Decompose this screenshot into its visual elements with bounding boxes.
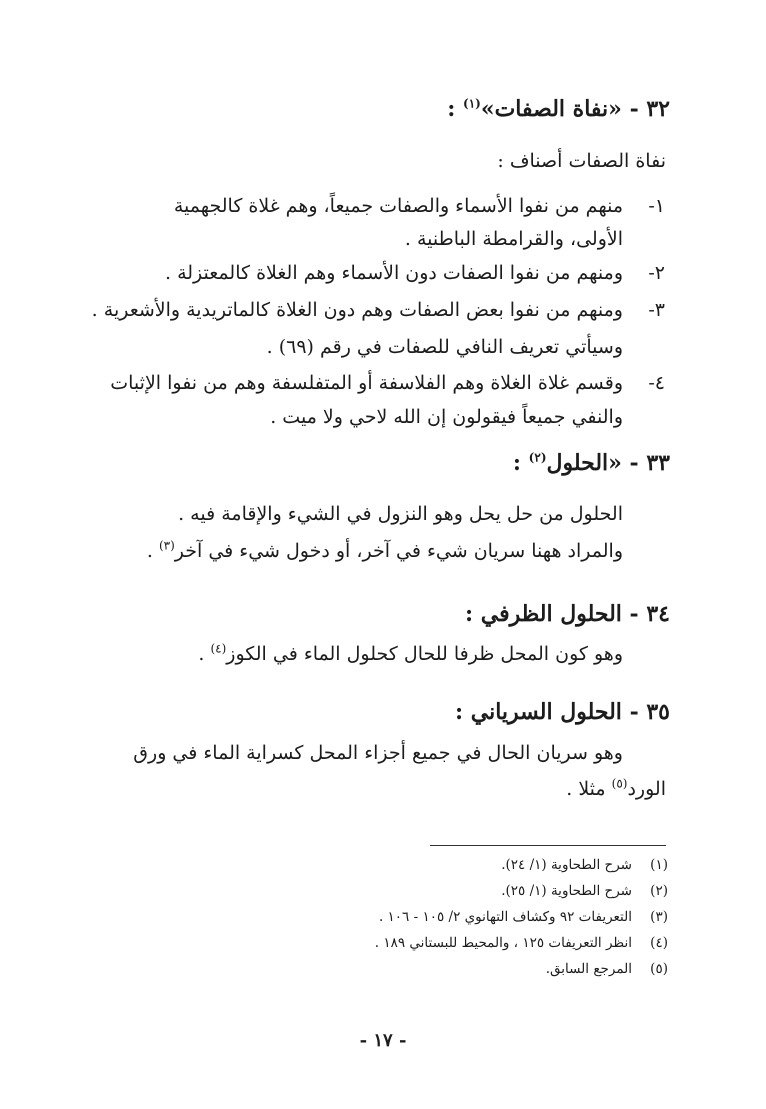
heading-33-text: ٣٣ - «الحلول [546,450,670,476]
s32-item-3-num: ٣- [648,299,665,321]
footnote-4-num: (٤) [650,935,668,951]
footnote-5-num: (٥) [650,961,668,977]
heading-35: ٣٥ - الحلول السرياني : [454,699,670,725]
s35-line-1: وهو سريان الحال في جميع أجزاء المحل كسراية الماء في ورق [133,742,623,764]
s32-item-3-line-1: ومنهم من نفوا بعض الصفات وهم دون الغلاة كالماتريدية والأشعرية . [91,299,623,321]
s32-item-3-line-2: وسيأتي تعريف النافي للصفات في رقم (٦٩) . [266,336,623,358]
s34-line-1-text: وهو كون المحل ظرفا للحال كحلول الماء في الكوز [226,643,623,665]
s34-line-1-end: . [198,643,205,665]
footnote-5 [546,961,668,977]
s33-line-2-text: والمراد ههنا سريان شيء في آخر، أو دخول شيء في آخر [174,540,623,562]
footnote-4-text: انظر التعريفات ١٢٥ ، والمحيط للبستاني ١٨٩ . [374,935,632,951]
s35-line-2 [566,778,666,800]
footnote-ref-4[interactable]: (٤) [210,641,227,656]
footnote-1 [501,857,668,873]
s32-item-1-num: ١- [648,195,665,217]
s32-item-2-line-1: ومنهم من نفوا الصفات دون الأسماء وهم الغلاة كالمعتزلة . [164,262,623,284]
footnote-3-text: التعريفات ٩٢ وكشاف التهانوي ٢/ ١٠٥ - ١٠٦ . [378,909,632,925]
s32-item-2-num: ٢- [648,262,665,284]
s32-item-4-line-1: وقسم غلاة الغلاة وهم الفلاسفة أو المتفلسفة وهم من نفوا الإثبات [110,372,623,394]
heading-32-text: ٣٢ - «نفاة الصفات» [480,96,670,122]
s33-line-1: الحلول من حل يحل وهو النزول في الشيء والإقامة فيه . [178,503,623,525]
s35-line-2-word: الورد [627,778,666,800]
footnote-3-num: (٣) [650,909,668,925]
footnote-ref-3[interactable]: (٣) [158,538,175,553]
heading-34: ٣٤ - الحلول الظرفي : [464,601,670,627]
s32-item-1-line-2: الأولى، والقرامطة الباطنية . [404,228,623,250]
footnote-separator [430,845,666,846]
footnote-2-text: شرح الطحاوية (١/ ٢٥). [501,883,632,899]
footnote-2-num: (٢) [650,883,668,899]
footnote-ref-5[interactable]: (٥) [611,776,628,791]
s35-line-2-rest: مثلا . [566,778,606,800]
footnote-4 [375,935,668,951]
s33-line-2 [147,540,623,562]
footnote-ref-2[interactable]: (٢) [528,450,547,465]
s32-item-4-num: ٤- [648,372,665,394]
s32-item-1-line-1: منهم من نفوا الأسماء والصفات جميعاً، وهم غلاة كالجهمية [173,195,623,217]
heading-32 [447,96,670,122]
footnote-2 [501,883,668,899]
heading-33 [513,450,670,476]
footnote-5-text: المرجع السابق. [545,961,632,977]
s32-item-4-line-2: والنفي جميعاً فيقولون إن الله لاحي ولا ميت . [270,406,623,428]
s34-line-1 [198,643,623,665]
footnote-3 [379,909,668,925]
heading-33-colon: : [512,450,521,476]
footnote-1-num: (١) [650,857,668,873]
s33-line-2-end: . [146,540,153,562]
footnote-ref-1[interactable]: (١) [463,96,481,111]
heading-32-colon: : [447,96,456,122]
footnote-1-text: شرح الطحاوية (١/ ٢٤). [501,857,632,873]
page-number: - ١٧ - [359,1030,407,1051]
s32-intro: نفاة الصفات أصناف : [497,150,666,172]
